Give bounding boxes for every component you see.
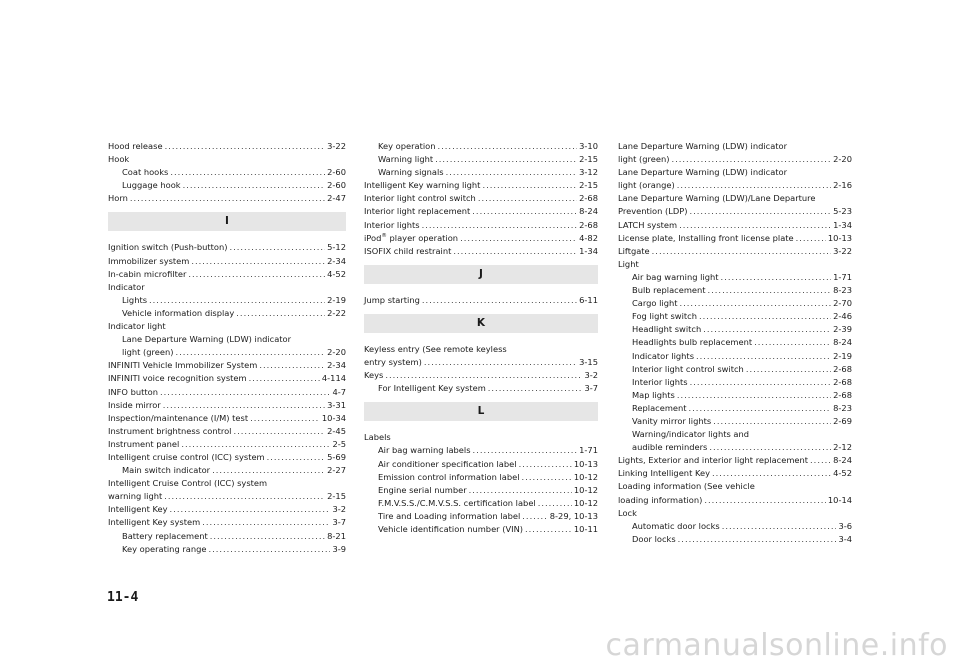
index-entry[interactable]: Inspection/maintenance (I/M) test ..... 10-34 xyxy=(108,412,346,425)
index-entry[interactable]: INFINITI voice recognition system ..... 4-114 xyxy=(108,372,346,385)
index-entry: Lane Departure Warning (LDW)/Lane Departure xyxy=(618,193,816,204)
section-letter-j: J xyxy=(364,265,598,284)
index-subentry[interactable]: Fog light switch ..... 2-46 xyxy=(618,310,852,323)
index-subentry[interactable]: audible reminders ..... 2-12 xyxy=(618,441,852,454)
index-entry[interactable]: INFO button ..... 4-7 xyxy=(108,386,346,399)
index-entry[interactable]: Interior light replacement ..... 8-24 xyxy=(364,205,598,218)
index-entry[interactable]: Interior light control switch ..... 2-68 xyxy=(364,192,598,205)
index-entry[interactable]: LATCH system ..... 1-34 xyxy=(618,219,852,232)
index-entry[interactable]: Jump starting ..... 6-11 xyxy=(364,294,598,307)
index-subentry[interactable]: Tire and Loading information label ..... 8-29, 10-13 xyxy=(364,510,598,523)
index-entry[interactable]: License plate, Installing front license plate ..... 10-13 xyxy=(618,232,852,245)
section-letter-k: K xyxy=(364,314,598,333)
index-entry[interactable]: Horn ..... 2-47 xyxy=(108,192,346,205)
index-entry[interactable]: Ignition switch (Push-button) ..... 5-12 xyxy=(108,241,346,254)
index-subentry[interactable]: Map lights ..... 2-68 xyxy=(618,389,852,402)
index-entry[interactable]: ISOFIX child restraint ..... 1-34 xyxy=(364,245,598,258)
ipod-rest: player operation xyxy=(386,232,459,243)
index-entry[interactable]: Intelligent Key system ..... 3-7 xyxy=(108,516,346,529)
index-entry[interactable]: Interior lights ..... 2-68 xyxy=(364,219,598,232)
index-entry[interactable]: entry system) ..... 3-15 xyxy=(364,356,598,369)
index-subentry[interactable]: Interior lights ..... 2-68 xyxy=(618,376,852,389)
index-entry: Intelligent Cruise Control (ICC) system xyxy=(108,478,268,489)
index-subentry[interactable]: Engine serial number ..... 10-12 xyxy=(364,484,598,497)
index-entry: Lock xyxy=(618,507,637,518)
index-subentry[interactable]: Warning light ..... 2-15 xyxy=(364,153,598,166)
index-subentry[interactable]: Lights ..... 2-19 xyxy=(108,294,346,307)
index-subentry[interactable]: Headlight switch ..... 2-39 xyxy=(618,323,852,336)
index-entry[interactable]: Hood release ..... 3-22 xyxy=(108,140,346,153)
index-entry[interactable]: INFINITI Vehicle Immobilizer System ..... 2-34 xyxy=(108,359,346,372)
index-entry[interactable]: light (orange) ..... 2-16 xyxy=(618,179,852,192)
index-entry: Indicator xyxy=(108,281,145,292)
index-entry[interactable]: Prevention (LDP) ..... 5-23 xyxy=(618,205,852,218)
index-subentry[interactable]: Indicator lights ..... 2-19 xyxy=(618,350,852,363)
registered-mark: ® xyxy=(381,232,387,239)
index-subentry[interactable]: Cargo light ..... 2-70 xyxy=(618,297,852,310)
index-entry[interactable]: Instrument brightness control ..... 2-45 xyxy=(108,425,346,438)
section-letter-i: I xyxy=(108,212,346,231)
ipod-label: iPod xyxy=(364,232,382,243)
index-subentry[interactable]: Emission control information label ..... 10-12 xyxy=(364,471,598,484)
index-subentry[interactable]: Interior light control switch ..... 2-68 xyxy=(618,363,852,376)
index-entry: Lane Departure Warning (LDW) indicator xyxy=(618,167,788,178)
index-column-1 xyxy=(108,140,346,556)
index-subentry[interactable]: Warning signals ..... 3-12 xyxy=(364,166,598,179)
index-entry[interactable]: Keys ..... 3-2 xyxy=(364,369,598,382)
index-entry: Indicator light xyxy=(108,321,166,332)
index-entry[interactable]: Liftgate ..... 3-22 xyxy=(618,245,852,258)
index-subentry[interactable]: Replacement ..... 8-23 xyxy=(618,402,852,415)
index-subentry[interactable]: Air conditioner specification label ..... 10-13 xyxy=(364,458,598,471)
index-subentry[interactable]: Main switch indicator ..... 2-27 xyxy=(108,464,346,477)
index-subentry[interactable]: Headlights bulb replacement ..... 8-24 xyxy=(618,336,852,349)
index-entry: Labels xyxy=(364,432,391,443)
index-entry: Hook xyxy=(108,154,130,165)
index-column-3 xyxy=(618,140,852,546)
index-column-2 xyxy=(364,140,598,536)
index-subentry[interactable]: Key operating range ..... 3-9 xyxy=(108,543,346,556)
index-entry: Lane Departure Warning (LDW) indicator xyxy=(618,141,788,151)
index-entry[interactable]: light (green) ..... 2-20 xyxy=(618,153,852,166)
index-entry[interactable]: Lights, Exterior and interior light replacement ..... 8-24 xyxy=(618,454,852,467)
page-number: 11-4 xyxy=(107,590,139,605)
index-subentry[interactable]: For Intelligent Key system ..... 3-7 xyxy=(364,382,598,395)
index-entry[interactable]: iPod® player operation ..... 4-82 xyxy=(364,232,598,245)
index-entry[interactable]: Intelligent Key ..... 3-2 xyxy=(108,503,346,516)
watermark: carmanualsonline.info xyxy=(605,628,948,663)
section-letter-l: L xyxy=(364,402,598,421)
index-subentry[interactable]: Key operation ..... 3-10 xyxy=(364,140,598,153)
index-entry[interactable]: Linking Intelligent Key ..... 4-52 xyxy=(618,467,852,480)
index-entry[interactable]: In-cabin microfilter ..... 4-52 xyxy=(108,268,346,281)
index-entry: Loading information (See vehicle xyxy=(618,481,755,492)
index-entry[interactable]: Instrument panel ..... 2-5 xyxy=(108,438,346,451)
index-entry: Keyless entry (See remote keyless xyxy=(364,343,507,354)
index-subentry[interactable]: F.M.V.S.S./C.M.V.S.S. certification label ..... 10-12 xyxy=(364,497,598,510)
index-subentry: Lane Departure Warning (LDW) indicator xyxy=(122,334,292,345)
index-entry[interactable]: loading information) ..... 10-14 xyxy=(618,494,852,507)
index-entry[interactable]: warning light ..... 2-15 xyxy=(108,490,346,503)
index-subentry: Warning/indicator lights and xyxy=(632,429,750,440)
index-subentry[interactable]: Automatic door locks ..... 3-6 xyxy=(618,520,852,533)
index-subentry[interactable]: Air bag warning labels ..... 1-71 xyxy=(364,444,598,457)
index-subentry[interactable]: Door locks ..... 3-4 xyxy=(618,533,852,546)
index-entry[interactable]: Intelligent cruise control (ICC) system ..... 5-69 xyxy=(108,451,346,464)
index-subentry[interactable]: Luggage hook ..... 2-60 xyxy=(108,179,346,192)
index-entry[interactable]: Immobilizer system ..... 2-34 xyxy=(108,255,346,268)
index-subentry[interactable]: Battery replacement ..... 8-21 xyxy=(108,530,346,543)
index-subentry[interactable]: light (green) ..... 2-20 xyxy=(108,346,346,359)
index-entry: Light xyxy=(618,258,639,269)
index-subentry[interactable]: Vehicle identification number (VIN) ..... 10-11 xyxy=(364,523,598,536)
index-subentry[interactable]: Vanity mirror lights ..... 2-69 xyxy=(618,415,852,428)
index-entry[interactable]: Intelligent Key warning light ..... 2-15 xyxy=(364,179,598,192)
index-subentry[interactable]: Bulb replacement ..... 8-23 xyxy=(618,284,852,297)
index-subentry[interactable]: Coat hooks ..... 2-60 xyxy=(108,166,346,179)
index-entry[interactable]: Inside mirror ..... 3-31 xyxy=(108,399,346,412)
index-subentry[interactable]: Air bag warning light ..... 1-71 xyxy=(618,271,852,284)
index-subentry[interactable]: Vehicle information display ..... 2-22 xyxy=(108,307,346,320)
